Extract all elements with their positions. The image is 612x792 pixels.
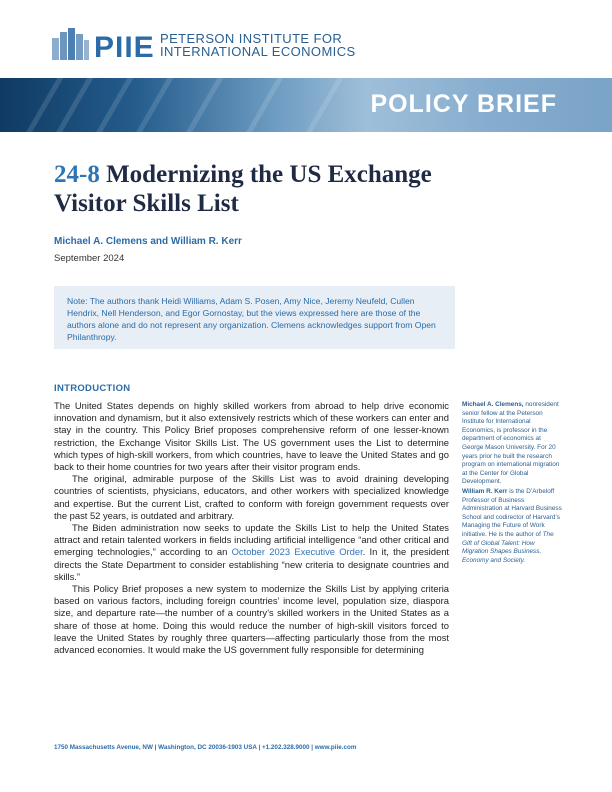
- banner-title: POLICY BRIEF: [370, 90, 557, 118]
- title-line2: Visitor Skills List: [54, 190, 239, 217]
- clemens-bio: [462, 401, 562, 487]
- paragraph-2: The original, admirable purpose of the Skills List was to avoid draining developing countries of scientists, physicians, educators, and other workers with specialized knowledge and expertise. But the current List, crafted to conform with foreign government requests over the past 52 years, is outdated and arbitrary.: [54, 473, 449, 521]
- kerr-name: William R. Kerr: [462, 487, 508, 495]
- kerr-bio-text: is the D’Arbeloff Professor of Business Administration at Harvard Business School and codirector of Harvard’s Managing the Future of Work initiative. He is the author of: [462, 487, 562, 538]
- logo-name-line2: INTERNATIONAL ECONOMICS: [160, 44, 356, 59]
- executive-order-link[interactable]: October 2023 Executive Order: [231, 546, 363, 558]
- publication-date: September 2024: [54, 253, 125, 264]
- paragraph-1: The United States depends on highly skilled workers from abroad to help drive economic innovation and dynamism, but it also extensively restricts which of these workers can enter and stay in the country. This Policy Brief proposes comprehensive reform of one lesser-known restriction, the Exchange Visitor Skills List. The US government uses the List to determine which types of high-skill workers, from which countries, have to leave the United States and go back to their home countries for two years after their visitor program ends.: [54, 400, 449, 473]
- acknowledgment-note: Note: The authors thank Heidi Williams, Adam S. Posen, Amy Nice, Jeremy Neufeld, Cullen Hendrix, Nell Henderson, and Egor Gornostay, but the views expressed here are those of the authors alone and do not represent any organization. Clemens acknowledges support from Open Philanthropy.: [54, 286, 455, 349]
- paragraph-3-start: The Biden administration now seeks to update the Skills List to help the United States attract and retain talented workers in fields including artificial intelligence “and other critical and emerging technologies,” according to an: [54, 522, 449, 558]
- author-bios-sidebar: [462, 401, 562, 565]
- page-title: [54, 160, 454, 218]
- policy-brief-banner: [0, 78, 612, 132]
- paragraph-3: [54, 522, 449, 583]
- authors: Michael A. Clemens and William R. Kerr: [54, 236, 242, 247]
- title-line1: Modernizing the US Exchange: [106, 161, 432, 188]
- paragraph-4: This Policy Brief proposes a new system to modernize the Skills List by applying criteria based on various factors, including foreign countries’ income level, population size, diaspora size, and departure rate—the number of a country’s skilled workers in the United States as a share of those at home. Doing this would reduce the number of high-skill visitors forced to leave the United States by roughly three quarters—affecting particularly those from the most advanced economies. It would make the US government fully responsible for determining: [54, 583, 449, 656]
- brief-number: 24-8: [54, 161, 100, 188]
- piie-logo-mark-icon: [52, 26, 90, 62]
- footer-contact: 1750 Massachusetts Avenue, NW | Washington, DC 20036-1903 USA | +1.202.328.9000 | www.piie.com: [54, 744, 357, 751]
- clemens-bio-text: nonresident senior fellow at the Peterson Institute for International Economics, is professor in the department of economics at George Mason University. For 20 years prior he built the research program on international migration at the Center for Global Development.: [462, 401, 560, 486]
- kerr-book-title: The Gift of Global Talent: How Migration Shapes Business, Economy and Society.: [462, 530, 554, 564]
- section-heading-introduction: INTRODUCTION: [54, 383, 131, 394]
- logo-wordmark: PIIE: [94, 31, 155, 64]
- logo-name-line1: PETERSON INSTITUTE FOR: [160, 31, 343, 46]
- clemens-name: Michael A. Clemens,: [462, 401, 524, 408]
- paragraph-3-end: . In it, the president directs the State Department to consider establishing “new criteria to designate countries and skills.”: [54, 546, 450, 582]
- logo-institute-name: [160, 32, 356, 58]
- kerr-bio: [462, 488, 562, 565]
- body-text: [54, 400, 449, 656]
